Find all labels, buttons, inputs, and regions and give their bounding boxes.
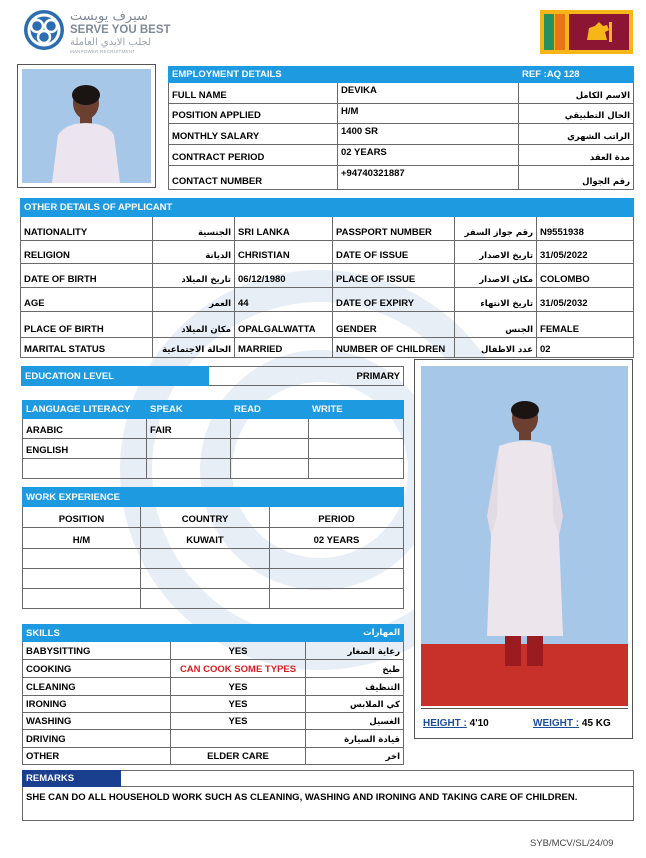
nationality-value: SRI LANKA	[235, 217, 333, 241]
language-literacy-table	[22, 400, 404, 479]
religion-value: CHRISTIAN	[235, 241, 333, 264]
date-of-issue-label-ar: تاريخ الاصدار	[455, 241, 537, 264]
full-name-label-ar: الاسم الكامل	[519, 83, 634, 104]
applicant-full-body-photo	[414, 359, 633, 739]
work-country	[141, 569, 270, 589]
work-experience-table	[22, 487, 404, 609]
passport-number-label: PASSPORT NUMBER	[333, 217, 455, 241]
nationality-label: NATIONALITY	[21, 217, 153, 241]
position-header: POSITION	[23, 507, 141, 528]
language-name: ARABIC	[23, 419, 147, 439]
work-position	[23, 589, 141, 609]
other-details-table	[20, 198, 634, 358]
work-position	[23, 549, 141, 569]
date-of-issue-value: 31/05/2022	[537, 241, 634, 264]
logo-arabic-text: سيرف يوبست	[70, 9, 148, 24]
number-of-children-label: NUMBER OF CHILDREN	[333, 338, 455, 358]
gender-label-ar: الجنس	[455, 312, 537, 338]
language-name	[23, 459, 147, 479]
date-of-expiry-value: 31/05/2032	[537, 288, 634, 312]
document-code: SYB/MCV/SL/24/09	[530, 838, 614, 849]
work-period	[270, 589, 404, 609]
work-country: KUWAIT	[141, 528, 270, 549]
position-applied-value: H/M	[338, 104, 519, 124]
country-header: COUNTRY	[141, 507, 270, 528]
ironing-label: IRONING	[23, 696, 171, 713]
cleaning-label: CLEANING	[23, 678, 171, 696]
portrait-person-icon	[22, 69, 151, 183]
contact-number-label: CONTACT NUMBER	[169, 166, 338, 190]
age-label: AGE	[21, 288, 153, 312]
contact-number-label-ar: رقم الجوال	[519, 166, 634, 190]
gender-value: FEMALE	[537, 312, 634, 338]
education-level-label: EDUCATION LEVEL	[22, 367, 209, 386]
date-of-issue-label: DATE OF ISSUE	[333, 241, 455, 264]
place-of-issue-label: PLACE OF ISSUE	[333, 264, 455, 288]
language-name: ENGLISH	[23, 439, 147, 459]
other-skill-value: ELDER CARE	[171, 748, 306, 765]
religion-label: RELIGION	[21, 241, 153, 264]
monthly-salary-value: 1400 SR	[338, 124, 519, 145]
work-country	[141, 589, 270, 609]
work-position: H/M	[23, 528, 141, 549]
write-header: WRITE	[309, 401, 404, 419]
work-period	[270, 549, 404, 569]
height-label: HEIGHT :	[423, 718, 467, 729]
work-experience-header-spacer	[270, 488, 404, 507]
remarks-table	[22, 770, 634, 821]
washing-label-ar: الغسيل	[306, 713, 404, 730]
speak-header: SPEAK	[147, 401, 231, 419]
sri-lanka-flag-icon	[540, 10, 633, 54]
language-read	[231, 459, 309, 479]
ironing-value: YES	[171, 696, 306, 713]
work-period	[270, 569, 404, 589]
number-of-children-value: 02	[537, 338, 634, 358]
driving-label-ar: قيادة السيارة	[306, 730, 404, 748]
babysitting-value: YES	[171, 642, 306, 660]
place-of-birth-label-ar: مكان الميلاد	[153, 312, 235, 338]
language-literacy-header: LANGUAGE LITERACY	[23, 401, 147, 419]
date-of-birth-label: DATE OF BIRTH	[21, 264, 153, 288]
remarks-title: REMARKS	[23, 771, 121, 787]
full-name-value: DEVIKA	[338, 83, 519, 104]
weight-value: 45 KG	[581, 718, 611, 729]
education-level-value: PRIMARY	[209, 367, 404, 386]
remarks-header-spacer	[121, 771, 634, 787]
height-value: 4'10	[469, 718, 489, 729]
monthly-salary-label-ar: الراتب الشهري	[519, 124, 634, 145]
cleaning-label-ar: التنظيف	[306, 678, 404, 696]
period-header: PERIOD	[270, 507, 404, 528]
cooking-label: COOKING	[23, 660, 171, 678]
place-of-issue-value: COLOMBO	[537, 264, 634, 288]
education-level-table	[21, 366, 404, 386]
logo-arabic-subtext: لجلب الايدي العاملة	[70, 37, 152, 48]
employment-details-table	[168, 66, 634, 190]
skills-table	[22, 624, 404, 765]
place-of-birth-value: OPALGALWATTA	[235, 312, 333, 338]
religion-label-ar: الديانة	[153, 241, 235, 264]
language-speak: FAIR	[147, 419, 231, 439]
logo-tagline: MANPOWER RECRUITMENT	[70, 49, 135, 54]
work-period: 02 YEARS	[270, 528, 404, 549]
full-name-label: FULL NAME	[169, 83, 338, 104]
weight-measurement	[533, 718, 611, 729]
gender-label: GENDER	[333, 312, 455, 338]
date-of-birth-value: 06/12/1980	[235, 264, 333, 288]
place-of-birth-label: PLACE OF BIRTH	[21, 312, 153, 338]
contact-number-value: +94740321887	[338, 166, 519, 190]
date-of-birth-label-ar: تاريخ الميلاد	[153, 264, 235, 288]
skills-title-ar: المهارات	[306, 625, 404, 642]
skills-title: SKILLS	[23, 625, 306, 642]
other-skill-label: OTHER	[23, 748, 171, 765]
babysitting-label-ar: رعاية الصغار	[306, 642, 404, 660]
passport-number-label-ar: رقم جواز السفر	[455, 217, 537, 241]
washing-label: WASHING	[23, 713, 171, 730]
language-read	[231, 439, 309, 459]
height-measurement	[423, 718, 489, 729]
contract-period-label: CONTRACT PERIOD	[169, 145, 338, 166]
other-details-header-spacer	[333, 199, 634, 217]
position-applied-label-ar: الحال التطبيقي	[519, 104, 634, 124]
language-write	[309, 439, 404, 459]
ironing-label-ar: كي الملابس	[306, 696, 404, 713]
number-of-children-label-ar: عدد الاطفال	[455, 338, 537, 358]
contract-period-label-ar: مدة العقد	[519, 145, 634, 166]
passport-number-value: N9551938	[537, 217, 634, 241]
weight-label: WEIGHT :	[533, 718, 580, 729]
language-read	[231, 419, 309, 439]
read-header: READ	[231, 401, 309, 419]
contract-period-value: 02 YEARS	[338, 145, 519, 166]
company-logo	[22, 8, 171, 56]
marital-status-label-ar: الحالة الاجتماعية	[153, 338, 235, 358]
applicant-portrait-photo	[17, 64, 156, 188]
reference-number: REF :AQ 128	[519, 67, 634, 83]
remarks-text: SHE CAN DO ALL HOUSEHOLD WORK SUCH AS CLEANING, WASHING AND IRONING AND TAKING CARE OF CHILDREN.	[23, 787, 634, 821]
other-details-title: OTHER DETAILS OF APPLICANT	[21, 199, 333, 217]
language-speak	[147, 459, 231, 479]
marital-status-label: MARITAL STATUS	[21, 338, 153, 358]
work-position	[23, 569, 141, 589]
employment-details-title: EMPLOYMENT DETAILS	[169, 67, 519, 83]
driving-value	[171, 730, 306, 748]
logo-english-text: SERVE YOU BEST	[70, 24, 171, 36]
full-body-person-icon	[421, 366, 628, 706]
language-speak	[147, 439, 231, 459]
position-applied-label: POSITION APPLIED	[169, 104, 338, 124]
cooking-value: CAN COOK SOME TYPES	[171, 660, 306, 678]
work-country	[141, 549, 270, 569]
work-experience-title: WORK EXPERIENCE	[23, 488, 270, 507]
marital-status-value: MARRIED	[235, 338, 333, 358]
babysitting-label: BABYSITTING	[23, 642, 171, 660]
date-of-expiry-label-ar: تاريخ الانتهاء	[455, 288, 537, 312]
nationality-label-ar: الجنسية	[153, 217, 235, 241]
language-write	[309, 419, 404, 439]
cooking-label-ar: طبخ	[306, 660, 404, 678]
cleaning-value: YES	[171, 678, 306, 696]
age-label-ar: العمر	[153, 288, 235, 312]
other-skill-label-ar: اخر	[306, 748, 404, 765]
washing-value: YES	[171, 713, 306, 730]
language-write	[309, 459, 404, 479]
age-value: 44	[235, 288, 333, 312]
place-of-issue-label-ar: مكان الاصدار	[455, 264, 537, 288]
driving-label: DRIVING	[23, 730, 171, 748]
logo-knot-icon	[22, 8, 66, 52]
date-of-expiry-label: DATE OF EXPIRY	[333, 288, 455, 312]
monthly-salary-label: MONTHLY SALARY	[169, 124, 338, 145]
